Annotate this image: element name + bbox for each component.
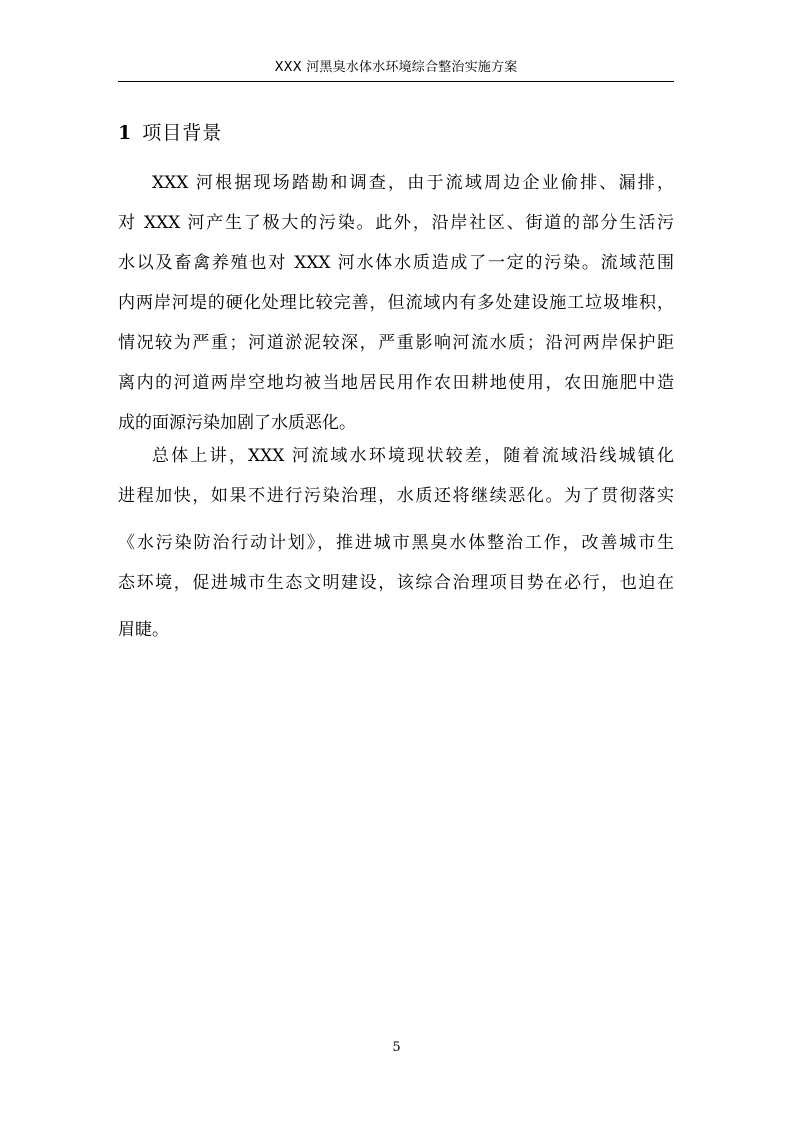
paragraph-line: 成的面源污染加剧了水质恶化。: [118, 413, 356, 433]
paragraph-line: XXX 河根据现场踏勘和调查，由于流域周边企业偷排、漏排，: [152, 173, 674, 193]
section-number: 1: [118, 122, 133, 144]
section-heading: [118, 116, 222, 150]
paragraph-line: 内两岸河堤的硬化处理比较完善，但流域内有多处建设施工垃圾堆积，: [118, 293, 674, 313]
paragraph-line: 情况较为严重；河道淤泥较深，严重影响河流水质；沿河两岸保护距: [118, 333, 674, 353]
running-header: XXX 河黑臭水体水环境综合整治实施方案: [274, 60, 518, 75]
paragraph-line: 进程加快，如果不进行污染治理，水质还将继续恶化。为了贯彻落实: [118, 486, 674, 506]
paragraph-line: 《水污染防治行动计划》，推进城市黑臭水体整治工作，改善城市生: [118, 533, 674, 553]
paragraph-line: 总体上讲，XXX 河流域水环境现状较差，随着流域沿线城镇化: [152, 446, 674, 466]
paragraph-line: 水以及畜禽养殖也对 XXX 河水体水质造成了一定的污染。流域范围: [118, 253, 674, 273]
page-number: 5: [392, 1040, 401, 1055]
paragraph-line: 离内的河道两岸空地均被当地居民用作农田耕地使用，农田施肥中造: [118, 373, 674, 393]
paragraph-line: 态环境，促进城市生态文明建设，该综合治理项目势在必行，也迫在: [118, 573, 674, 593]
section-title: 项目背景: [142, 122, 223, 144]
paragraph-line: 眉睫。: [118, 620, 169, 640]
header-divider: [118, 81, 674, 82]
paragraph-line: 对 XXX 河产生了极大的污染。此外，沿岸社区、街道的部分生活污: [118, 213, 674, 233]
